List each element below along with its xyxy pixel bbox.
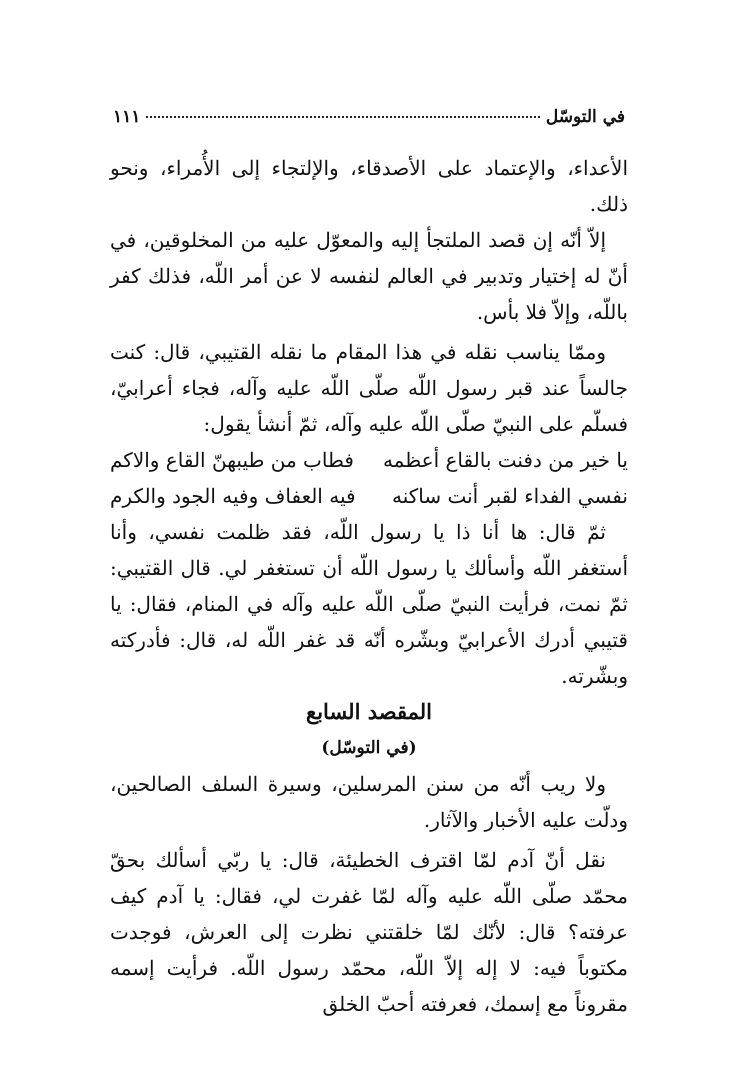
- paragraph: ولا ريب أنّه من سنن المرسلين، وسيرة السلف الصالحين، ودلّت عليه الأخبار والآثار.: [110, 772, 628, 832]
- leader-dots: [146, 116, 539, 118]
- verse-hemistich-second: فيه العفاف وفيه الجود والكرم: [110, 484, 356, 508]
- running-title: في التوسّل: [545, 107, 625, 127]
- paragraph: ثمّ قال: ها أنا ذا يا رسول اللّه، فقد ظلمت نفسي، وأنا أستغفر اللّه وأسألك يا رسول اللّه أن تستغفر لي. قال القتيبي: ثمّ نمت، فرأيت النبيّ صلّى اللّه عليه وآله في المنام، فقال: يا قتيبي أدرك الأعرابيّ وبشّره أنّه قد غفر اللّه له، قال: فأدركته وبشّرته.: [110, 520, 628, 688]
- running-header: [113, 104, 625, 130]
- paragraph: إلاّ أنّه إن قصد الملتجأ إليه والمعوّل عليه من المخلوقين، في أنّ له إختيار وتدبير في العالم لنفسه لا عن أمر اللّه، فذلك كفر باللّه، وإلاّ فلا بأس.: [110, 228, 628, 324]
- verse-line: [110, 478, 628, 514]
- section-subheading: (في التوسّل): [321, 738, 417, 758]
- paragraph-continuation: الأعداء، والإعتماد على الأصدقاء، والإلتجاء إلى الأُمراء، ونحو ذلك.: [110, 156, 628, 216]
- verse-hemistich-first: نفسي الفداء لقبر أنت ساكنه: [391, 484, 628, 508]
- verse-hemistich-second: فطاب من طيبهنّ القاع والاكم: [110, 448, 354, 472]
- page-number: ١١١: [113, 107, 141, 127]
- verse-hemistich-first: يا خير من دفنت بالقاع أعظمه: [382, 448, 628, 472]
- body-text: [110, 150, 628, 1022]
- verse-line: [110, 442, 628, 478]
- paragraph: نقل أنّ آدم لمّا اقترف الخطيئة، قال: يا ربّي أسألك بحقّ محمّد صلّى اللّه عليه وآله لمّا غفرت لي، فقال: يا آدم كيف عرفته؟ قال: لأنّك لمّا خلقتني نظرت إلى العرش، فوجدت مكتوباً فيه: لا إله إلاّ اللّه، محمّد رسول اللّه. فرأيت إسمه مقروناً مع إسمك، فعرفته أحبّ الخلق: [110, 848, 628, 1016]
- section-heading: المقصد السابع: [306, 699, 432, 724]
- paragraph: وممّا يناسب نقله في هذا المقام ما نقله القتيبي، قال: كنت جالساً عند قبر رسول اللّه صلّى اللّه عليه وآله، فجاء أعرابيّ، فسلّم على النبيّ صلّى اللّه عليه وآله، ثمّ أنشأ يقول:: [110, 340, 628, 436]
